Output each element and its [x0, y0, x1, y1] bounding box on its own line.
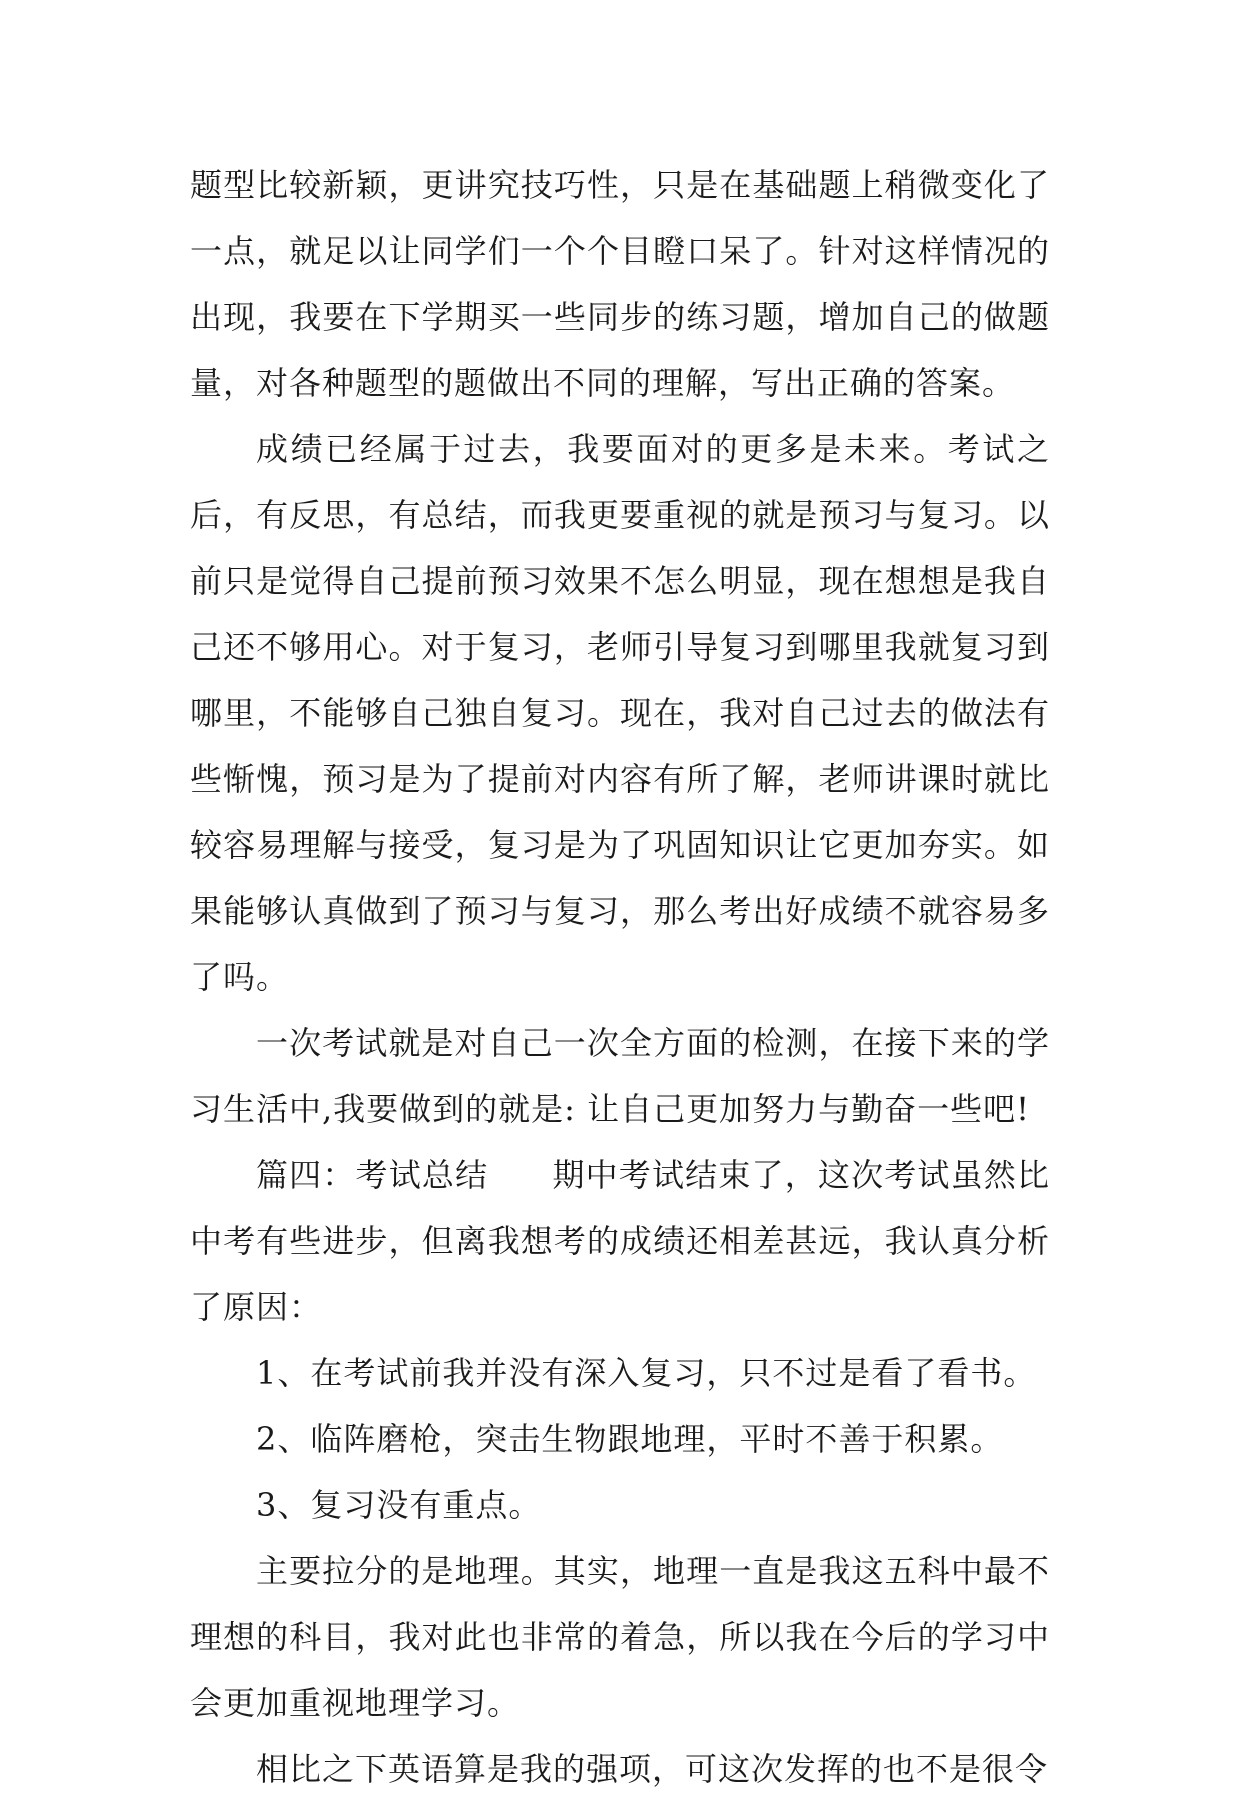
section-heading: 篇四：考试总结	[256, 1156, 489, 1194]
list-item-3: 3、复习没有重点。	[256, 1486, 542, 1524]
paragraph-3: 一次考试就是对自己一次全方面的检测，在接下来的学习生活中,我要做到的就是: 让自己更加努力与勤奋一些吧!	[190, 1024, 1050, 1128]
paragraph-6: 相比之下英语算是我的强项，可这次发挥的也不是很令	[256, 1750, 1049, 1788]
paragraph-2: 成绩已经属于过去，我要面对的更多是未来。考试之后，有反思，有总结，而我更要重视的就是预习与复习。以前只是觉得自己提前预习效果不怎么明显，现在想想是我自己还不够用心。对于复习，老师引导复习到哪里我就复习到哪里，不能够自己独自复习。现在，我对自己过去的做法有些惭愧，预习是为了提前对内容有所了解，老师讲课时就比较容易理解与接受，复习是为了巩固知识让它更加夯实。如果能够认真做到了预习与复习，那么考出好成绩不就容易多了吗。	[190, 430, 1050, 996]
document-body	[190, 152, 1050, 1802]
paragraph-4-text: 期中考试结束了，这次考试虽然比中考有些进步，但离我想考的成绩还相差甚远，我认真分析了原因：	[190, 1156, 1050, 1326]
paragraph-1: 题型比较新颖，更讲究技巧性，只是在基础题上稍微变化了一点，就足以让同学们一个个目瞪口呆了。针对这样情况的出现，我要在下学期买一些同步的练习题，增加自己的做题量，对各种题型的题做出不同的理解，写出正确的答案。	[190, 166, 1050, 402]
list-item-2: 2、临阵磨枪，突击生物跟地理，平时不善于积累。	[256, 1420, 1004, 1458]
list-item-1: 1、在考试前我并没有深入复习，只不过是看了看书。	[256, 1354, 1037, 1392]
paragraph-4	[190, 1142, 1050, 1340]
paragraph-5: 主要拉分的是地理。其实，地理一直是我这五科中最不理想的科目，我对此也非常的着急，所以我在今后的学习中会更加重视地理学习。	[190, 1552, 1050, 1722]
